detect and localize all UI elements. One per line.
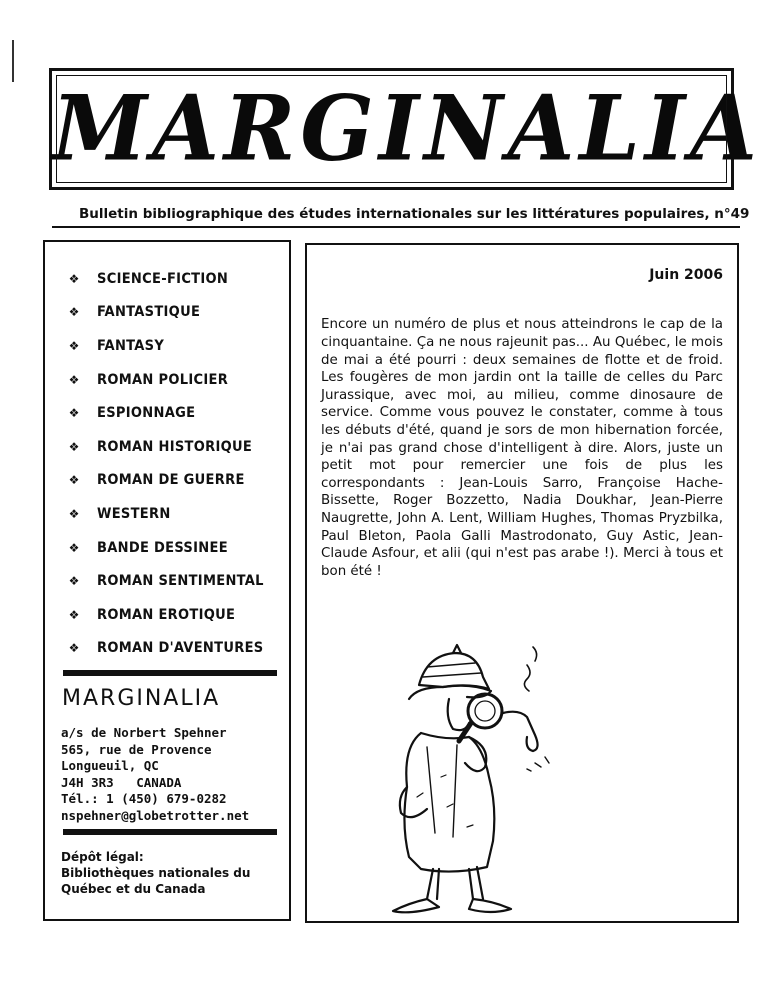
genre-item — [67, 262, 264, 296]
subtitle-rule — [52, 226, 740, 228]
contact-address — [61, 725, 249, 824]
divider — [63, 829, 277, 835]
detective-illustration — [357, 637, 577, 917]
genre-label: WESTERN — [97, 505, 171, 522]
genre-item — [67, 464, 264, 498]
genre-label: BANDE DESSINEE — [97, 539, 228, 556]
genre-list — [67, 262, 264, 665]
issue-date: Juin 2006 — [649, 267, 723, 283]
contact-title: MARGINALIA — [62, 686, 221, 711]
genre-item — [67, 430, 264, 464]
genre-item — [67, 296, 264, 330]
genre-item — [67, 329, 264, 363]
editorial-box — [305, 243, 739, 923]
contact-phone: Tél.: 1 (450) 679-0282 — [61, 791, 227, 806]
genre-item — [67, 531, 264, 565]
diamond-bullet-icon: ❖ — [68, 540, 80, 555]
margin-mark — [12, 40, 14, 82]
contact-line: J4H 3R3 CANADA — [61, 774, 182, 790]
genre-label: ROMAN POLICIER — [97, 371, 229, 388]
depot-line: Bibliothèques nationales du — [61, 866, 251, 880]
genre-item — [67, 363, 264, 397]
legal-deposit — [61, 849, 250, 897]
genre-label: ROMAN EROTIQUE — [97, 606, 236, 623]
depot-line: Dépôt légal: — [61, 850, 144, 864]
masthead — [49, 68, 762, 190]
genre-item — [67, 497, 264, 531]
contact-line: 565, rue de Provence — [61, 741, 212, 757]
diamond-bullet-icon: ❖ — [68, 439, 80, 454]
genre-label: ROMAN SENTIMENTAL — [97, 573, 264, 590]
genre-item — [67, 564, 264, 598]
genre-label: ROMAN HISTORIQUE — [97, 438, 253, 455]
diamond-bullet-icon: ❖ — [68, 641, 80, 656]
editorial-text: Encore un numéro de plus et nous atteindrons le cap de la cinquantaine. Ça ne nous rajeunit pas... Au Québec, le mois de mai a été pourri : deux semaines de flotte et de froid. Les fougères de mon jardin ont la taille de celles du Parc Jurassique, avec moi, au milieu, comme dinosaure de service. Comme vous pouvez le constater, comme à tous les débuts d'été, quand je sors de mon hibernation forcée, je n'ai pas grand chose d'intelligent à dire. Alors, juste un petit mot pour remercier une fois de plus les correspondants : Jean-Louis Sarro, Françoise Hache-Bissette, Roger Bozzetto, Nadia Doukhar, Jean-Pierre Naugrette, John A. Lent, William Hughes, Thomas Pryzbilka, Paul Bleton, Paola Galli Mastrodonato, Guy Astic, Jean-Claude Asfour, et alii (qui n'est pas arabe !). Merci à tous et bon été ! — [321, 317, 723, 579]
genre-item — [67, 396, 264, 430]
contact-email: nspehner@globetrotter.net — [61, 807, 250, 823]
diamond-bullet-icon: ❖ — [68, 473, 80, 488]
diamond-bullet-icon: ❖ — [68, 506, 80, 521]
genre-item — [67, 632, 264, 666]
genre-label: FANTASTIQUE — [97, 304, 201, 321]
genre-item — [67, 598, 264, 632]
diamond-bullet-icon: ❖ — [68, 406, 80, 421]
genre-label: ROMAN D'AVENTURES — [97, 640, 264, 657]
genre-label: SCIENCE-FICTION — [97, 270, 229, 287]
divider — [63, 670, 277, 676]
depot-line: Québec et du Canada — [61, 882, 206, 896]
diamond-bullet-icon: ❖ — [68, 271, 80, 286]
diamond-bullet-icon: ❖ — [68, 338, 80, 353]
genre-label: FANTASY — [97, 337, 165, 354]
diamond-bullet-icon: ❖ — [68, 305, 80, 320]
genre-label: ROMAN DE GUERRE — [97, 472, 245, 489]
bulletin-subtitle: Bulletin bibliographique des études internationales sur les littératures populaires, n°49 — [79, 206, 750, 222]
contact-line: Longueuil, QC — [61, 758, 159, 773]
sidebar — [43, 240, 291, 921]
diamond-bullet-icon: ❖ — [68, 372, 80, 387]
contact-line: a/s de Norbert Spehner — [61, 725, 227, 740]
masthead-title: MARGINALIA — [52, 75, 762, 182]
diamond-bullet-icon: ❖ — [68, 607, 80, 622]
genre-label: ESPIONNAGE — [97, 405, 196, 422]
diamond-bullet-icon: ❖ — [68, 574, 80, 589]
